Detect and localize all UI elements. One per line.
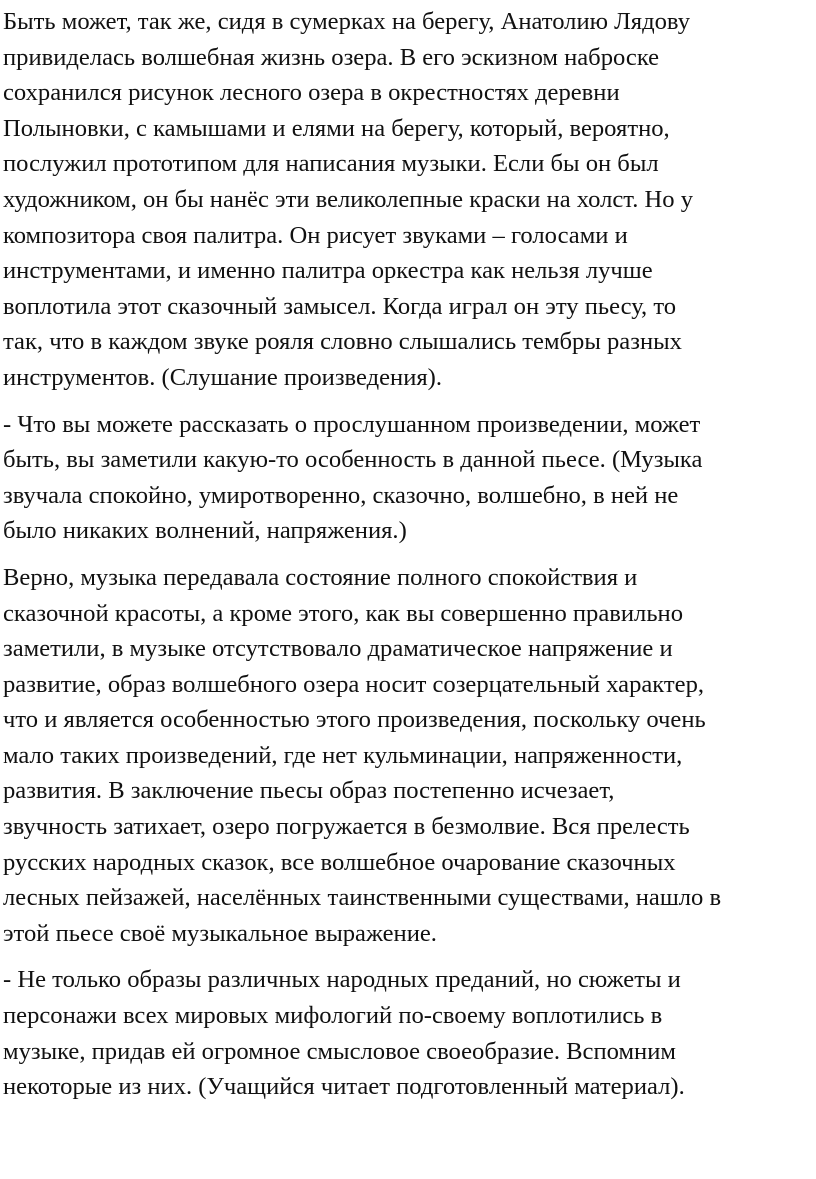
text-line: звучность затихает, озеро погружается в безмолвие. Вся прелесть	[3, 813, 690, 841]
text-line: послужил прототипом для написания музыки. Если бы он был	[3, 150, 659, 178]
paragraph-3	[3, 560, 812, 952]
text-line: так, что в каждом звуке рояля словно слышались тембры разных	[3, 328, 682, 356]
text-line: - Что вы можете рассказать о прослушанном произведении, может	[3, 410, 701, 438]
text-line: звучала спокойно, умиротворенно, сказочно, волшебно, в ней не	[3, 481, 679, 509]
text-line: - Не только образы различных народных преданий, но сюжеты и	[3, 966, 681, 994]
text-line: лесных пейзажей, населённых таинственными существами, нашло в	[3, 884, 722, 912]
text-line: мало таких произведений, где нет кульминации, напряженности,	[3, 741, 683, 769]
text-line: Верно, музыка передавала состояние полного спокойствия и	[3, 563, 638, 591]
text-line: быть, вы заметили какую-то особенность в данной пьесе. (Музыка	[3, 446, 703, 474]
text-line: привиделась волшебная жизнь озера. В его эскизном наброске	[3, 43, 660, 71]
text-line: персонажи всех мировых мифологий по-своему воплотились в	[3, 1002, 663, 1030]
text-line: инструментов. (Слушание произведения).	[3, 363, 443, 391]
paragraph-4	[3, 962, 812, 1104]
text-line: воплотила этот сказочный замысел. Когда играл он эту пьесу, то	[3, 292, 677, 320]
text-line: сказочной красоты, а кроме этого, как вы совершенно правильно	[3, 599, 683, 627]
text-line: что и является особенностью этого произведения, поскольку очень	[3, 706, 706, 734]
text-line: художником, он бы нанёс эти великолепные краски на холст. Но у	[3, 185, 694, 213]
text-line: развития. В заключение пьесы образ постепенно исчезает,	[3, 777, 615, 805]
text-line: композитора своя палитра. Он рисует звуками – голосами и	[3, 221, 628, 249]
text-line: было никаких волнений, напряжения.)	[3, 517, 407, 545]
text-line: некоторые из них. (Учащийся читает подготовленный материал).	[3, 1073, 685, 1101]
text-line: заметили, в музыке отсутствовало драматическое напряжение и	[3, 635, 673, 663]
paragraph-2	[3, 407, 812, 549]
text-line: Полыновки, с камышами и елями на берегу, который, вероятно,	[3, 114, 670, 142]
text-line: русских народных сказок, все волшебное очарование сказочных	[3, 848, 676, 876]
paragraph-1	[3, 4, 812, 396]
text-line: инструментами, и именно палитра оркестра как нельзя лучше	[3, 257, 653, 285]
text-line: Быть может, так же, сидя в сумерках на берегу, Анатолию Лядову	[3, 8, 691, 35]
text-line: музыке, придав ей огромное смысловое своеобразие. Вспомним	[3, 1037, 676, 1065]
text-line: этой пьесе своё музыкальное выражение.	[3, 919, 437, 947]
text-line: сохранился рисунок лесного озера в окрестностях деревни	[3, 79, 620, 107]
text-line: развитие, образ волшебного озера носит созерцательный характер,	[3, 670, 705, 698]
